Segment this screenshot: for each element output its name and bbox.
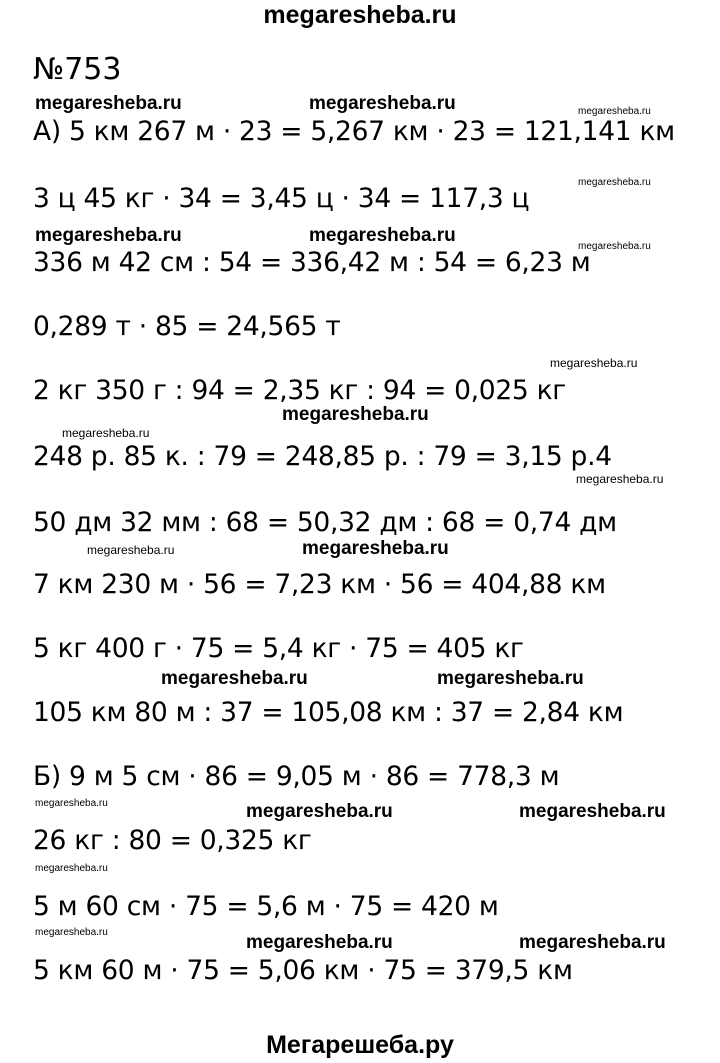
equation-line-a5: 2 кг 350 г : 94 = 2,35 кг : 94 = 0,025 кг [33,375,566,406]
watermark: megaresheba.ru [35,927,108,938]
equation-line-a2: 3 ц 45 кг · 34 = 3,45 ц · 34 = 117,3 ц [33,183,530,214]
watermark: megaresheba.ru [309,225,456,246]
watermark: megaresheba.ru [519,801,666,822]
task-number: №753 [33,52,122,87]
watermark: megaresheba.ru [302,538,449,559]
equation-line-a6: 248 р. 85 к. : 79 = 248,85 р. : 79 = 3,15 р.4 [33,441,612,472]
equation-line-b1: Б) 9 м 5 см · 86 = 9,05 м · 86 = 778,3 м [33,761,560,792]
equation-line-a8: 7 км 230 м · 56 = 7,23 км · 56 = 404,88 км [33,569,606,600]
equation-line-b2: 26 кг : 80 = 0,325 кг [33,825,312,856]
watermark: megaresheba.ru [246,801,393,822]
equation-line-b4: 5 км 60 м · 75 = 5,06 км · 75 = 379,5 км [33,955,573,986]
watermark: megaresheba.ru [35,798,108,809]
watermark: megaresheba.ru [309,93,456,114]
watermark: megaresheba.ru [35,225,182,246]
watermark: megaresheba.ru [578,177,651,188]
equation-line-a7: 50 дм 32 мм : 68 = 50,32 дм : 68 = 0,74 дм [33,507,617,538]
watermark: megaresheba.ru [246,932,393,953]
watermark: megaresheba.ru [35,863,108,874]
watermark: megaresheba.ru [35,93,182,114]
watermark: megaresheba.ru [87,543,175,557]
equation-line-b3: 5 м 60 см · 75 = 5,6 м · 75 = 420 м [33,891,499,922]
equation-line-a10: 105 км 80 м : 37 = 105,08 км : 37 = 2,84 км [33,697,624,728]
watermark: megaresheba.ru [578,241,651,252]
equation-line-a9: 5 кг 400 г · 75 = 5,4 кг · 75 = 405 кг [33,633,524,664]
watermark: megaresheba.ru [161,668,308,689]
equation-line-a4: 0,289 т · 85 = 24,565 т [33,311,341,342]
watermark: megaresheba.ru [282,404,429,425]
watermark: megaresheba.ru [437,668,584,689]
site-footer: Мегарешеба.ру [266,1031,454,1059]
equation-line-a3: 336 м 42 см : 54 = 336,42 м : 54 = 6,23 м [33,247,591,278]
watermark: megaresheba.ru [576,472,664,486]
watermark: megaresheba.ru [62,426,150,440]
equation-line-a1: А) 5 км 267 м · 23 = 5,267 км · 23 = 121,141 км [33,116,675,147]
site-header: megaresheba.ru [263,1,457,29]
watermark: megaresheba.ru [578,106,651,117]
watermark: megaresheba.ru [519,932,666,953]
watermark: megaresheba.ru [550,356,638,370]
